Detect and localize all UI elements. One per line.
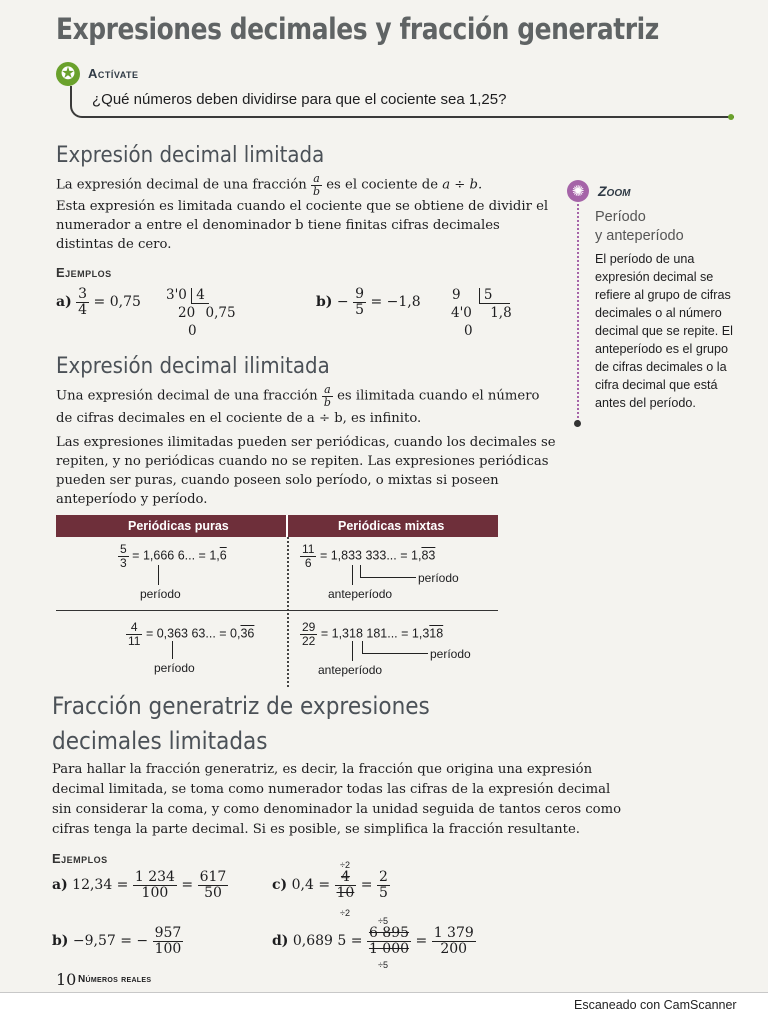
example-d-generatriz: d) 0,689 5 = $\frac{6 895}{1 000}$ = $\frac{1 379}{200}$	[272, 925, 474, 957]
section-name: Números reales	[78, 974, 152, 985]
op-c-top: ÷2	[340, 860, 350, 870]
ejemplos-label-2: Ejemplos	[52, 851, 108, 866]
zoom-text: El período de una expresión decimal se refiere al grupo de cifras decimales o al número decimal que se repite. El anteperíodo es el grupo de cifras decimales o la cifra decimal que está antes del período.	[595, 252, 733, 410]
activate-dot	[728, 114, 734, 120]
s2-paragraph-3: Las expresiones ilimitadas pueden ser periódicas, cuando los decimales se repiten, y no periódicas cuando no se repiten. Las expresiones periódicas pueden ser puras, cuando poseen solo período, o mixtas si poseen anteperíodo y período.	[56, 435, 556, 507]
division-b: 9 5 4'0 1,8 0	[451, 287, 512, 339]
page-number: 10	[56, 970, 77, 989]
label-anteperiodo-2: anteperíodo	[318, 663, 383, 677]
table-header	[56, 515, 498, 537]
s1-paragraph-1: La expresión decimal de una fracción $\frac{a}{b}$ es el cociente de a ÷ b.	[56, 172, 483, 198]
cell-mixtas-1: $\frac{11}{6}$ = 1,833 333... = 1,83	[302, 542, 436, 570]
example-a-limitada: a) $\frac{3}{4}$ = 0,75	[56, 286, 141, 318]
example-b-generatriz: b) −9,57 = − $\frac{957}{100}$	[52, 925, 182, 957]
label-periodo-3: período	[154, 661, 195, 675]
scanner-watermark: Escaneado con CamScanner	[574, 998, 737, 1012]
cell-puras-1: $\frac{5}{3}$ = 1,666 6... = 1,6	[120, 542, 227, 570]
s3-paragraph: Para hallar la fracción generatriz, es decir, la fracción que origina una expresión decimal limitada, se toma como numerador todas las cifras de la expresión decimal sin considerar la coma, y como denominador la unidad seguida de tantos ceros como cifras tenga la parte decimal. Si es posible, se simplifica la fracción resultante.	[52, 762, 622, 837]
star-icon: ✪	[56, 62, 80, 86]
cell-puras-2: $\frac{4}{11}$ = 0,363 63... = 0,36	[128, 620, 255, 648]
heading-limitada: Expresión decimal limitada	[56, 143, 325, 168]
label-anteperiodo-1: anteperíodo	[328, 587, 393, 601]
header-puras: Periódicas puras	[128, 519, 229, 533]
division-a: 3'0 4 20 0,75 0	[166, 287, 236, 339]
example-b-limitada: b) − $\frac{9}{5}$ = −1,8	[316, 286, 421, 318]
op-d-bottom: ÷5	[378, 960, 388, 970]
activate-label: Actívate	[88, 66, 139, 81]
label-periodo-4: período	[430, 647, 471, 661]
op-d-top: ÷5	[378, 916, 388, 926]
activate-question: ¿Qué números deben dividirse para que el cociente sea 1,25?	[92, 91, 507, 108]
op-c-bottom: ÷2	[340, 908, 350, 918]
label-periodo-2: período	[418, 571, 459, 585]
periodic-table	[56, 515, 498, 687]
s1-paragraph-2: Esta expresión es limitada cuando el cociente que se obtiene de dividir el numerador a entre el denominador b tiene finitas cifras decimales distintas de cero.	[56, 199, 549, 252]
example-a-generatriz: a) 12,34 = $\frac{1 234}{100}$ = $\frac{617}{50}$	[52, 869, 227, 901]
zoom-subtitle: Período y anteperíodo	[595, 209, 684, 244]
heading-ilimitada: Expresión decimal ilimitada	[56, 354, 330, 379]
heading-generatriz-2: decimales limitadas	[52, 727, 268, 755]
label-periodo-1: período	[140, 587, 181, 601]
cell-mixtas-2: $\frac{29}{22}$ = 1,318 181... = 1,318	[302, 620, 444, 648]
zoom-icon: ✺	[567, 180, 589, 202]
ejemplos-label-1: Ejemplos	[56, 265, 112, 280]
zoom-end-dot	[574, 420, 581, 427]
table-row-divider	[56, 610, 498, 611]
zoom-label: Zoom	[598, 183, 631, 199]
example-c-generatriz: c) 0,4 = $\frac{4}{10}$ = $\frac{2}{5}$	[272, 869, 388, 901]
s2-paragraph-2: de cifras decimales en el cociente de a ÷ b, es infinito.	[56, 411, 422, 426]
page-title: Expresiones decimales y fracción generatriz	[56, 12, 659, 46]
zoom-dotted-line	[577, 204, 579, 422]
heading-generatriz-1: Fracción generatriz de expresiones	[52, 692, 430, 720]
table-divider	[287, 537, 289, 687]
header-mixtas: Periódicas mixtas	[338, 519, 445, 533]
s2-paragraph-1: Una expresión decimal de una fracción $\frac{a}{b}$ es ilimitada cuando el número	[56, 383, 540, 409]
